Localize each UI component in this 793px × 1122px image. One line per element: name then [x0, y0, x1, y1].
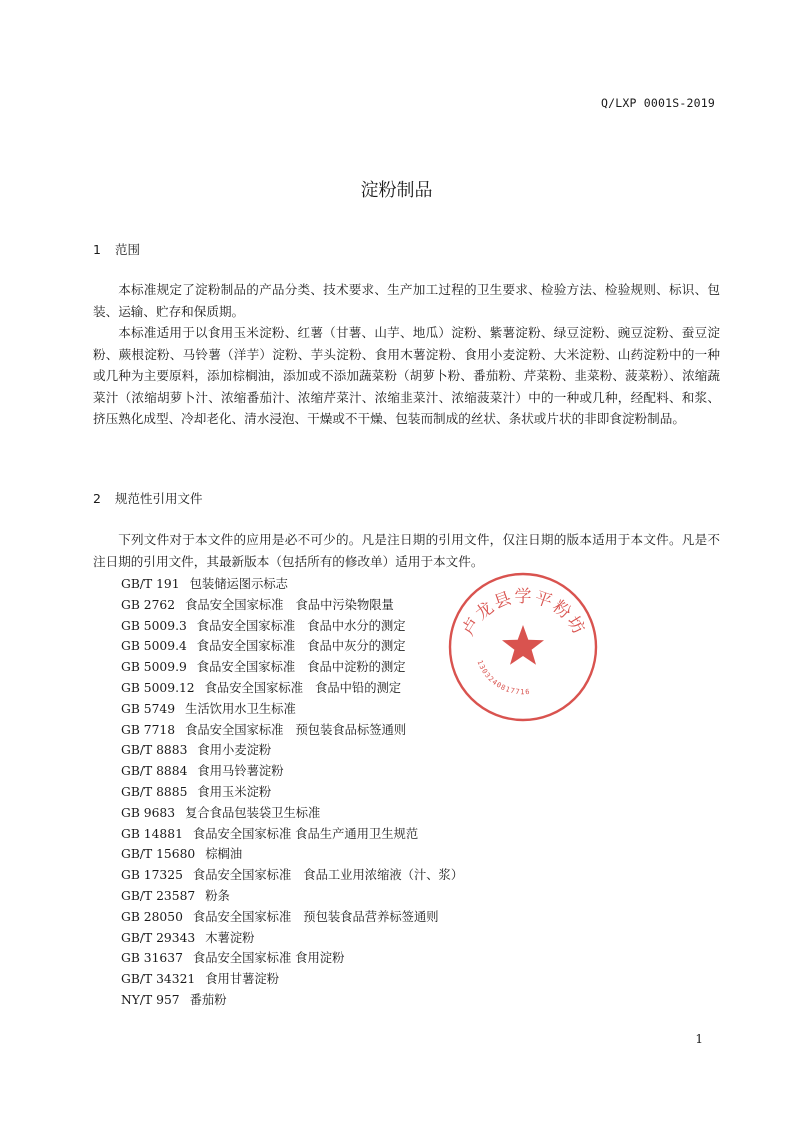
reference-title: 复合食品包装袋卫生标准 [185, 805, 321, 820]
reference-item [121, 803, 463, 824]
reference-item [121, 720, 463, 741]
reference-title: 粉条 [205, 888, 230, 903]
reference-title: 食用玉米淀粉 [197, 784, 272, 799]
section-1-heading [93, 240, 140, 258]
section-2-heading [93, 489, 203, 507]
reference-code: GB/T 23587 [121, 888, 196, 903]
reference-item [121, 990, 463, 1011]
reference-item [121, 844, 463, 865]
reference-item [121, 699, 463, 720]
reference-item [121, 595, 463, 616]
reference-item [121, 616, 463, 637]
reference-subtitle: 食品中淀粉的测定 [307, 660, 406, 675]
reference-code: GB 2762 [121, 597, 176, 612]
reference-code: GB 7718 [121, 722, 176, 737]
reference-code: GB 9683 [121, 805, 176, 820]
reference-item [121, 574, 463, 595]
reference-code: GB 28050 [121, 909, 183, 924]
reference-list [121, 574, 463, 1011]
section-1-number: 1 [93, 242, 101, 257]
document-code: Q/LXP 0001S-2019 [601, 96, 715, 110]
reference-title: 包装储运图示标志 [189, 577, 288, 591]
section-2-number: 2 [93, 491, 101, 506]
reference-title: 番茄粉 [189, 992, 227, 1007]
reference-item [121, 824, 463, 845]
reference-code: GB 5009.12 [121, 680, 195, 695]
reference-title: 木薯淀粉 [205, 930, 255, 945]
reference-title: 食品安全国家标准 [185, 597, 284, 612]
reference-title: 食品安全国家标准 [192, 868, 292, 883]
reference-item [121, 907, 463, 928]
reference-subtitle: 食品中铅的测定 [315, 680, 402, 695]
reference-subtitle: 预包装食品标签通则 [295, 722, 407, 737]
reference-title: 食品安全国家标准 [204, 680, 304, 695]
section-1-paragraph-1: 本标准规定了淀粉制品的产品分类、技术要求、生产加工过程的卫生要求、检验方法、检验规则、标识、包装、运输、贮存和保质期。 [93, 282, 720, 319]
seal-star-icon [502, 625, 544, 665]
reference-code: GB 5009.4 [121, 639, 187, 654]
reference-code: GB/T 34321 [121, 972, 196, 987]
reference-title: 食品安全国家标准 食用淀粉 [192, 951, 345, 966]
reference-code: GB 31637 [121, 951, 183, 966]
reference-code: GB/T 8884 [121, 764, 188, 779]
reference-subtitle: 食品中污染物限量 [295, 597, 394, 612]
reference-title: 食品安全国家标准 [196, 618, 296, 633]
reference-item [121, 886, 463, 907]
reference-subtitle: 食品中灰分的测定 [307, 639, 406, 654]
seal-name-text: 卢龙县学平粉坊 [458, 587, 590, 640]
reference-title: 食品安全国家标准 [196, 639, 296, 654]
reference-title: 生活饮用水卫生标准 [185, 701, 296, 716]
reference-title: 食品安全国家标准 [196, 660, 296, 675]
reference-code: GB 14881 [121, 826, 183, 841]
reference-item [121, 740, 463, 761]
seal-number-text: 1303240817716 [475, 659, 531, 697]
company-seal-stamp [446, 570, 600, 724]
reference-item [121, 969, 463, 990]
reference-item [121, 928, 463, 949]
reference-title: 棕榈油 [205, 847, 243, 862]
reference-title: 食用马铃薯淀粉 [197, 764, 284, 779]
reference-code: GB 17325 [121, 868, 183, 883]
reference-code: GB/T 8883 [121, 743, 188, 758]
reference-code: NY/T 957 [121, 992, 180, 1007]
reference-item [121, 865, 463, 886]
reference-item [121, 657, 463, 678]
reference-code: GB/T 15680 [121, 847, 196, 862]
reference-title: 食品安全国家标准 [185, 722, 284, 737]
reference-code: GB/T 8885 [121, 784, 188, 799]
reference-subtitle: 食品中水分的测定 [307, 618, 406, 633]
reference-item [121, 782, 463, 803]
reference-item [121, 761, 463, 782]
section-1-paragraph-2: 本标准适用于以食用玉米淀粉、红薯（甘薯、山芋、地瓜）淀粉、紫薯淀粉、绿豆淀粉、豌豆淀粉、蚕豆淀粉、蕨根淀粉、马铃薯（洋芋）淀粉、芋头淀粉、食用木薯淀粉、食用小麦淀粉、大米淀粉、山药淀粉中的一种或几种为主要原料，添加棕榈油，添加或不添加蔬菜粉（胡萝卜粉、番茄粉、芹菜粉、韭菜粉、菠菜粉）、浓缩蔬菜汁（浓缩胡萝卜汁、浓缩番茄汁、浓缩芹菜汁、浓缩韭菜汁、浓缩菠菜汁）中的一种或几种，经配料、和浆、挤压熟化成型、冷却老化、清水浸泡、干燥或不干燥、包装而制成的丝状、条状或片状的非即食淀粉制品。 [93, 325, 720, 426]
reference-code: GB/T 29343 [121, 930, 196, 945]
section-2-title: 规范性引用文件 [115, 491, 203, 506]
document-title: 淀粉制品 [360, 180, 433, 201]
reference-code: GB 5009.3 [121, 618, 187, 633]
section-1-title: 范围 [115, 242, 141, 257]
reference-subtitle: 食品工业用浓缩液（汁、浆） [303, 868, 464, 883]
reference-title: 食用小麦淀粉 [197, 743, 272, 758]
reference-code: GB 5009.9 [121, 660, 187, 675]
reference-title: 食品安全国家标准 [192, 909, 292, 924]
reference-title: 食用甘薯淀粉 [205, 972, 280, 987]
page-number: 1 [695, 1032, 703, 1046]
section-2-paragraph-1: 下列文件对于本文件的应用是必不可少的。凡是注日期的引用文件，仅注日期的版本适用于本文件。凡是不注日期的引用文件，其最新版本（包括所有的修改单）适用于本文件。 [93, 532, 720, 569]
reference-item [121, 678, 463, 699]
reference-item [121, 948, 463, 969]
reference-code: GB/T 191 [121, 577, 180, 591]
reference-code: GB 5749 [121, 701, 176, 716]
reference-item [121, 636, 463, 657]
reference-subtitle: 预包装食品营养标签通则 [303, 909, 439, 924]
reference-title: 食品安全国家标准 食品生产通用卫生规范 [192, 826, 419, 841]
